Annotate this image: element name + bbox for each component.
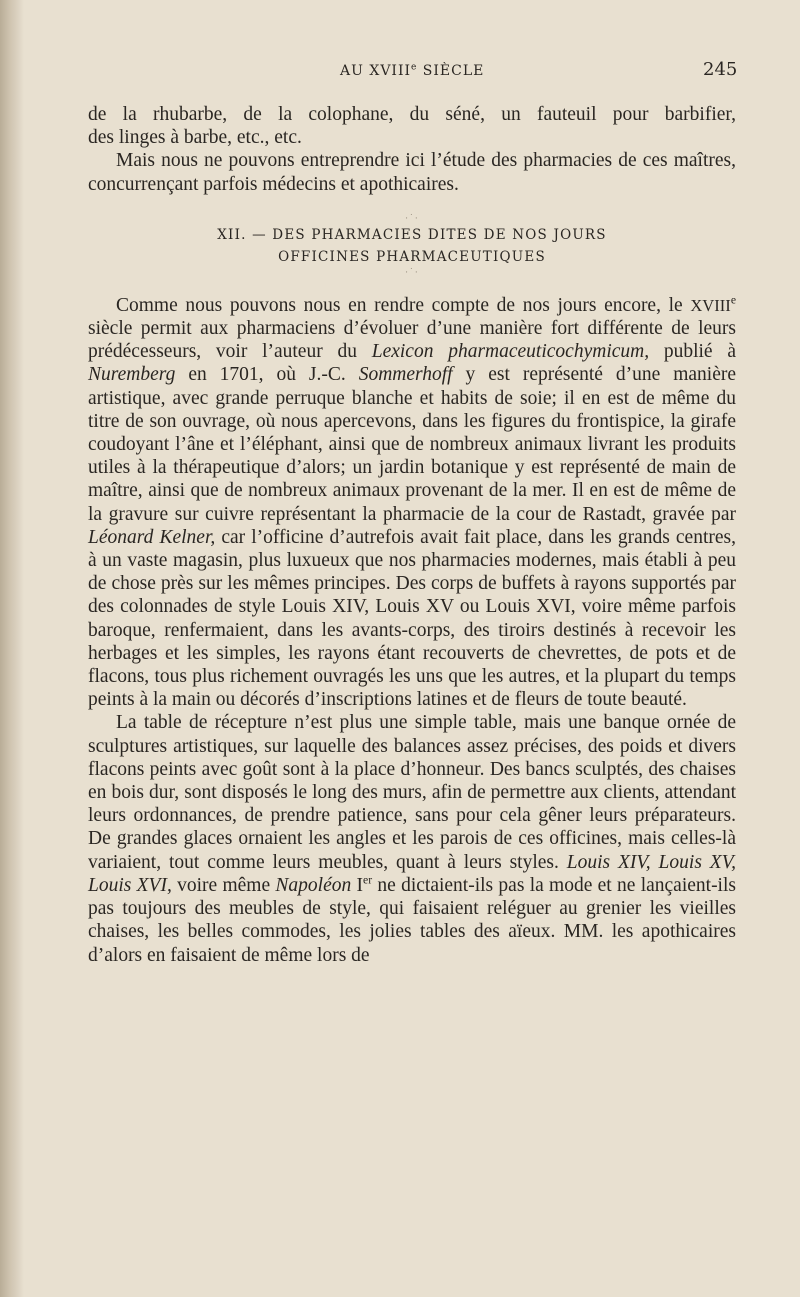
- paragraph-2: Mais nous ne pouvons entreprendre ici l’étude des pharmacies de ces maîtres, concurrençant parfois médecins et apothicaires.: [88, 150, 736, 195]
- running-head-sup: e: [411, 62, 418, 73]
- running-head-rest: SIÈCLE: [417, 63, 485, 79]
- styles-louis: Louis XIV, Louis XV, Louis XVI,: [88, 851, 736, 896]
- place-nuremberg: Nuremberg: [88, 364, 176, 386]
- running-head: [340, 63, 484, 79]
- section-title-line-2: OFFICINES PHARMACEUTIQUES: [278, 248, 546, 265]
- paragraph-4: La table de récepture n’est plus une simple table, mais une banque ornée de sculptures artistiques, sur laquelle des balances assez précises, des poids et divers flacons peints avec goût sont à la place d’honneur. Des bancs sculptés, des chaises en bois dur, sont disposés le long des murs, afin de permettre aux clients, attendant leurs ordonnances, de prendre patience, sans pour cela gêner leurs préparateurs. De grandes glaces ornaient les angles et les parois de ces officines, mais celles-là variaient, tout comme leurs meubles, quant à leurs styles. Louis XIV, Louis XV, Louis XVI, voire même Napoléon Ier ne dictaient-ils pas la mode et ne lançaient-ils pas toujours des meubles de style, qui faisaient reléguer au grenier les vieilles chaises, les belles commodes, les jolies tables des aïeux. MM. les apothicaires d’alors en faisaient de même lors de: [88, 712, 736, 966]
- paragraph-1-line-1: de la rhubarbe, de la colophane, du séné, un fauteuil pour barbifier,: [88, 104, 736, 125]
- page-header: [0, 57, 800, 87]
- page-number: 245: [703, 59, 738, 80]
- section-title: [88, 214, 736, 278]
- running-head-text: AU XVIII: [340, 63, 412, 79]
- ornament-top: ·˙·: [405, 213, 419, 224]
- body-text: [88, 103, 736, 967]
- name-sommerhoff: Sommerhoff: [358, 364, 453, 386]
- paragraph-3: Comme nous pouvons nous en rendre compte de nos jours encore, le XVIIIe siècle permit aux pharmaciens d’évoluer d’une manière fort différente de leurs prédécesseurs, voir l’auteur du Lexicon pharmaceuticochymicum, publié à Nuremberg en 1701, où J.-C. Sommerhoff y est représenté d’une manière artistique, avec grande perruque blanche et habits de soie; il en est de même du titre de son ouvrage, où nous apercevons, dans les figures du frontispice, la girafe coudoyant l’âne et l’éléphant, ainsi que de nombreux animaux livrant les produits utiles à la thérapeutique d’alors; un jardin botanique y est représenté de main de maître, ainsi que de nombreux animaux provenant de la mer. Il en est de même de la gravure sur cuivre représentant la pharmacie de la cour de Rastadt, gravée par Léonard Kelner, car l’officine d’autrefois avait fait place, dans les grands centres, à un vaste magasin, plus luxueux que nos pharmacies modernes, mais établi à peu de chose près sur les mêmes principes. Des corps de buffets à rayons supportés par des colonnades de style Louis XIV, Louis XV ou Louis XVI, voire même parfois baroque, renfermaient, dans les avants-corps, des tiroirs destinés à recevoir les herbages et les simples, les rayons étant recouverts de chevrettes, de pots et de flacons, tous plus richement ouvragés les uns que les autres, et la plupart du temps peints à la main ou décorés d’inscriptions latines et de fleurs de toute beauté.: [88, 293, 737, 711]
- name-napoleon: Napoléon: [275, 874, 352, 896]
- name-kelner: Léonard Kelner,: [88, 526, 216, 548]
- section-title-line-1: XII. — DES PHARMACIES DITES DE NOS JOURS: [217, 226, 607, 243]
- book-title-lexicon: Lexicon pharmaceuticochymicum,: [371, 341, 650, 363]
- ornament-bottom: ·˙·: [405, 267, 419, 278]
- paragraph-1-line-2: des linges à barbe, etc., etc.: [88, 127, 302, 149]
- century-numeral: XVIII: [690, 295, 731, 315]
